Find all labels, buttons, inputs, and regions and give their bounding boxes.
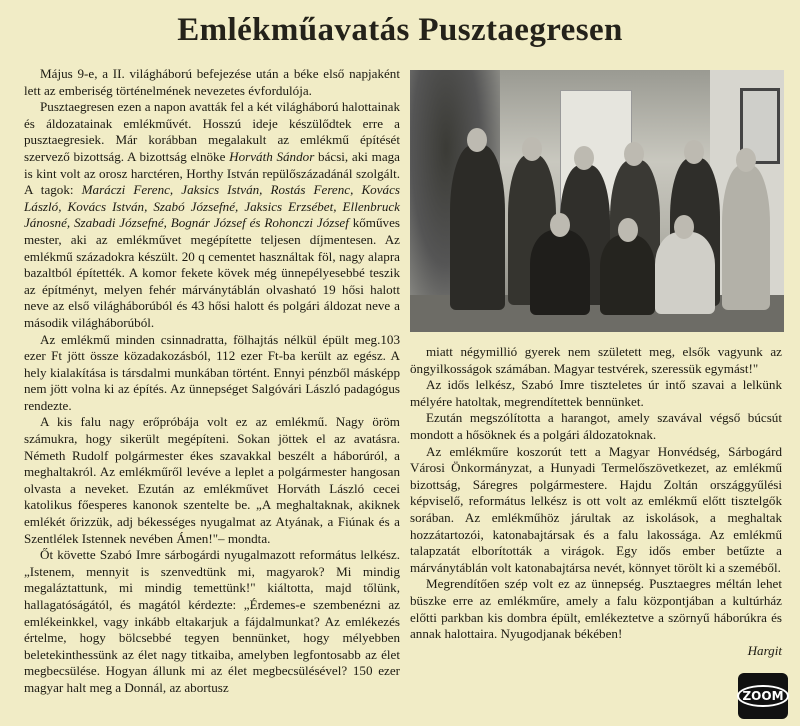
paragraph: A kis falu nagy erőpróbája volt ez az emlékmű. Nagy öröm számukra, hogy sikerült megépíteni. Sokan jöttek el az avatásra. Németh Rudolf polgármester ékes szavakkal beszélt a háborúról, a meghaltakról. Az emlékműről levéve a leplet a polgármester hangosan olvasta a neveket. Ezután az emlékművet Horváth László cecei katolikus főesperes kanonok szentelte be. „A meghaltaknak, akiknek emlékét őrizzük, adj békességes nyugalmat az Atyának, a Fiúnak és a Szentlélek Istennek nevében Ámen!"– mondta. — [24, 414, 400, 546]
right-column — [410, 344, 782, 659]
article-title: Emlékműavatás Pusztaegresen — [177, 12, 623, 48]
paragraph: miatt négymillió gyerek nem született meg, elsők vagyunk az öngyilkosságok számában. Magyar testvérek, szeressük egymást!" — [410, 344, 782, 376]
paragraph: Május 9-e, a II. világháború befejezése után a béke első napjaként lett az emberiség történelmének nevezetes évfordulója. — [24, 66, 400, 98]
paragraph: Őt követte Szabó Imre sárbogárdi nyugalmazott református lelkész. „Istenem, mennyit is szenvedtünk mi, magyarok? Mi mindig megaláztattunk, mi mindig temettünk!" kiáltotta, majd tőlünk, hallagatóságától, és magától kérdezte: „Érdemes-e szembenézni az emlékeinkkel, vagy inkább eltakarjuk a fájdalmunkat? Az emlékezés értelme, hogy bölcsebbé tegyen bennünket, hogy mélyebben beletekinthessünk az élet nagy titkaiba, amelyben legfontosabb az élet megbecsülése. Hogyan állunk mi az élet megbecsülésével? 150 ezer magyar halt meg a Donnál, az abortusz — [24, 547, 400, 695]
zoom-logo-text: ZOOM — [737, 685, 788, 707]
paragraph: Pusztaegresen ezen a napon avatták fel a két világháború halottainak és áldozatainak emlékművét. Hosszú ideje készülődtek erre a pusztaegresiek. Már korábban megalakult az emlékmű építését szervező bizottság. A bizottság elnöke Horváth Sándor bácsi, aki maga is kint volt az orosz harctéren, Horthy István repülőszázadánál szolgált. A tagok: Maráczi Ferenc, Jaksics István, Rostás Ferenc, Kovács László, Kovács István, Szabó Józsefné, Jaksics Erzsébet, Ellenbruck Jánosné, Szabadi Józsefné, Bognár József és Rohonczi József kőműves mester, aki az emlékművet megépítette teljesen díjmentesen. Az emlékmű századokra készült. 20 q cementet használtak föl, nagy alapra bazaltból építették. A komor fekete kövek még ünnepélyesebbé teszik az építményt, melyen fehér márványtáblán olvasható 19 hősi halott neve az első világháborúból és 43 hősi halott és polgári áldozat neve a második világháborúból. — [24, 99, 400, 330]
paragraph: Az idős lelkész, Szabó Imre tiszteletes úr intő szavai a lelkünk mélyére hatoltak, megrendítettek bennünket. — [410, 377, 782, 409]
left-column — [24, 66, 400, 697]
author-signature: Hargit — [747, 642, 782, 658]
paragraph: Ezután megszólította a harangot, amely szavával végső búcsút mondott a hősöknek és a polgári áldozatoknak. — [410, 410, 782, 442]
group-photo — [410, 70, 784, 332]
paragraph: Az emlékműre koszorút tett a Magyar Honvédség, Sárbogárd Városi Önkormányzat, a Hunyadi Termelőszövetkezet, az emlékmű bizottság, Sáregres polgármestere. Hajdu Zoltán országgyűlési képviselő, református lelkész is ott volt az emlékmű előtt tisztelgők sorában. Az emlékműhöz járultak az iskolások, a meghaltak hozzátartozói, katonabajtársak és a falu lakossága. Az emlékmű talapzatát elborították a virágok. Egy idős ember betűzte a márványtáblán volt katonabajtársa nevét, könnyet törölt ki a szeméből. — [410, 443, 782, 575]
paragraph: Megrendítően szép volt ez az ünnepség. Pusztaegres méltán lehet büszke erre az emlékműre, amely a falu központjában a kultúrház előtti parkban kis dombra épült, emlékeztetve a szörnyű háborúkra és annak halottaira. Nyugodjanak békében! — [410, 576, 782, 642]
paragraph: Az emlékmű minden csinnadratta, fölhajtás nélkül épült meg.103 ezer Ft jött össze közadakozásból, 112 ezer Ft-ba került az egész. A hely kialakítása is társdalmi munkában történt. Ennyi pénzből másképp nem jött volna ki az építés. Az ünnepséget Salgóvári László padagógus rendezte. — [24, 331, 400, 413]
zoom-logo[interactable] — [738, 673, 788, 719]
